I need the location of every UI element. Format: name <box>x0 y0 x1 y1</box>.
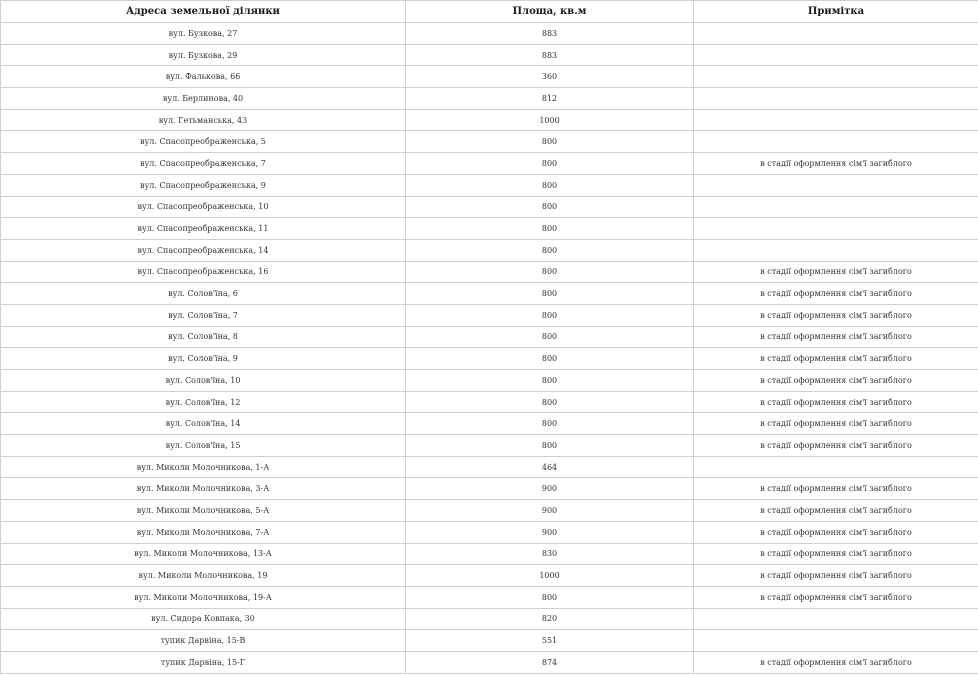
table-row <box>1 109 978 131</box>
cell-note: в стадії оформлення сім'ї загиблого <box>694 500 978 522</box>
cell-address: вул. Спасопреображенська, 5 <box>1 131 406 153</box>
table-row <box>1 239 978 261</box>
cell-note <box>694 174 978 196</box>
cell-address: вул. Бузкова, 27 <box>1 23 406 45</box>
cell-note <box>694 131 978 153</box>
cell-address: тупик Дарвіна, 15-Г <box>1 651 406 673</box>
table-row <box>1 304 978 326</box>
cell-address: вул. Солов'їна, 14 <box>1 413 406 435</box>
cell-note: в стадії оформлення сім'ї загиблого <box>694 348 978 370</box>
cell-note <box>694 44 978 66</box>
cell-address: вул. Миколи Молочникова, 3-А <box>1 478 406 500</box>
cell-area: 800 <box>406 586 694 608</box>
cell-area: 800 <box>406 131 694 153</box>
cell-note <box>694 88 978 110</box>
cell-note: в стадії оформлення сім'ї загиблого <box>694 586 978 608</box>
cell-area: 883 <box>406 23 694 45</box>
cell-note: в стадії оформлення сім'ї загиблого <box>694 326 978 348</box>
cell-area: 800 <box>406 435 694 457</box>
cell-area: 800 <box>406 304 694 326</box>
cell-note: в стадії оформлення сім'ї загиблого <box>694 261 978 283</box>
table-row <box>1 435 978 457</box>
table-row <box>1 218 978 240</box>
table-row <box>1 174 978 196</box>
cell-area: 1000 <box>406 109 694 131</box>
cell-area: 464 <box>406 456 694 478</box>
cell-area: 900 <box>406 521 694 543</box>
cell-note: в стадії оформлення сім'ї загиблого <box>694 565 978 587</box>
cell-area: 830 <box>406 543 694 565</box>
cell-address: вул. Спасопреображенська, 7 <box>1 153 406 175</box>
table-row <box>1 23 978 45</box>
cell-area: 1000 <box>406 565 694 587</box>
cell-note: в стадії оформлення сім'ї загиблого <box>694 304 978 326</box>
cell-area: 900 <box>406 500 694 522</box>
cell-address: вул. Спасопреображенська, 10 <box>1 196 406 218</box>
cell-area: 800 <box>406 391 694 413</box>
cell-address: тупик Дарвіна, 15-В <box>1 630 406 652</box>
table-row <box>1 88 978 110</box>
table-header <box>1 1 978 23</box>
cell-note <box>694 456 978 478</box>
cell-area: 874 <box>406 651 694 673</box>
table-row <box>1 608 978 630</box>
cell-note: в стадії оформлення сім'ї загиблого <box>694 651 978 673</box>
cell-address: вул. Миколи Молочникова, 13-А <box>1 543 406 565</box>
cell-area: 820 <box>406 608 694 630</box>
cell-address: вул. Гетьманська, 43 <box>1 109 406 131</box>
cell-address: вул. Берлинова, 40 <box>1 88 406 110</box>
table-row <box>1 326 978 348</box>
cell-note <box>694 608 978 630</box>
table-row <box>1 651 978 673</box>
table-row <box>1 630 978 652</box>
cell-area: 800 <box>406 326 694 348</box>
cell-note <box>694 239 978 261</box>
table-row <box>1 44 978 66</box>
table-row <box>1 348 978 370</box>
cell-area: 812 <box>406 88 694 110</box>
cell-area: 800 <box>406 174 694 196</box>
table-row <box>1 153 978 175</box>
cell-note <box>694 196 978 218</box>
header-note: Примітка <box>694 1 978 23</box>
cell-address: вул. Спасопреображенська, 9 <box>1 174 406 196</box>
cell-note <box>694 23 978 45</box>
cell-area: 800 <box>406 283 694 305</box>
table-row <box>1 543 978 565</box>
cell-address: вул. Солов'їна, 6 <box>1 283 406 305</box>
cell-area: 800 <box>406 261 694 283</box>
cell-address: вул. Солов'їна, 8 <box>1 326 406 348</box>
cell-note <box>694 630 978 652</box>
cell-area: 800 <box>406 196 694 218</box>
cell-address: вул. Миколи Молочникова, 1-А <box>1 456 406 478</box>
cell-note: в стадії оформлення сім'ї загиблого <box>694 413 978 435</box>
header-address: Адреса земельної ділянки <box>1 1 406 23</box>
cell-address: вул. Солов'їна, 15 <box>1 435 406 457</box>
cell-area: 883 <box>406 44 694 66</box>
cell-address: вул. Солов'їна, 7 <box>1 304 406 326</box>
table-row <box>1 283 978 305</box>
table-row <box>1 391 978 413</box>
cell-address: вул. Сидора Ковпака, 30 <box>1 608 406 630</box>
table-row <box>1 456 978 478</box>
cell-area: 800 <box>406 239 694 261</box>
cell-note: в стадії оформлення сім'ї загиблого <box>694 370 978 392</box>
cell-note <box>694 66 978 88</box>
cell-area: 551 <box>406 630 694 652</box>
cell-address: вул. Солов'їна, 9 <box>1 348 406 370</box>
cell-address: вул. Солов'їна, 10 <box>1 370 406 392</box>
cell-note <box>694 109 978 131</box>
cell-area: 800 <box>406 153 694 175</box>
cell-area: 800 <box>406 218 694 240</box>
cell-area: 800 <box>406 370 694 392</box>
cell-note: в стадії оформлення сім'ї загиблого <box>694 283 978 305</box>
cell-area: 360 <box>406 66 694 88</box>
cell-address: вул. Миколи Молочникова, 7-А <box>1 521 406 543</box>
cell-address: вул. Миколи Молочникова, 19-А <box>1 586 406 608</box>
table-row <box>1 131 978 153</box>
cell-address: вул. Спасопреображенська, 14 <box>1 239 406 261</box>
cell-note: в стадії оформлення сім'ї загиблого <box>694 391 978 413</box>
table-row <box>1 261 978 283</box>
table-body <box>1 23 978 674</box>
cell-address: вул. Спасопреображенська, 11 <box>1 218 406 240</box>
cell-note: в стадії оформлення сім'ї загиблого <box>694 543 978 565</box>
table-row <box>1 586 978 608</box>
cell-area: 800 <box>406 413 694 435</box>
table-row <box>1 66 978 88</box>
header-area: Площа, кв.м <box>406 1 694 23</box>
header-row <box>1 1 978 23</box>
cell-address: вул. Миколи Молочникова, 19 <box>1 565 406 587</box>
cell-address: вул. Фалькова, 66 <box>1 66 406 88</box>
cell-note <box>694 218 978 240</box>
table-row <box>1 413 978 435</box>
cell-address: вул. Спасопреображенська, 16 <box>1 261 406 283</box>
table-row <box>1 521 978 543</box>
table-row <box>1 500 978 522</box>
cell-area: 800 <box>406 348 694 370</box>
table-row <box>1 370 978 392</box>
cell-address: вул. Солов'їна, 12 <box>1 391 406 413</box>
cell-area: 900 <box>406 478 694 500</box>
cell-note: в стадії оформлення сім'ї загиблого <box>694 153 978 175</box>
table-row <box>1 196 978 218</box>
cell-address: вул. Бузкова, 29 <box>1 44 406 66</box>
cell-note: в стадії оформлення сім'ї загиблого <box>694 435 978 457</box>
table-row <box>1 478 978 500</box>
cell-address: вул. Миколи Молочникова, 5-А <box>1 500 406 522</box>
table-row <box>1 565 978 587</box>
cell-note: в стадії оформлення сім'ї загиблого <box>694 521 978 543</box>
cell-note: в стадії оформлення сім'ї загиблого <box>694 478 978 500</box>
